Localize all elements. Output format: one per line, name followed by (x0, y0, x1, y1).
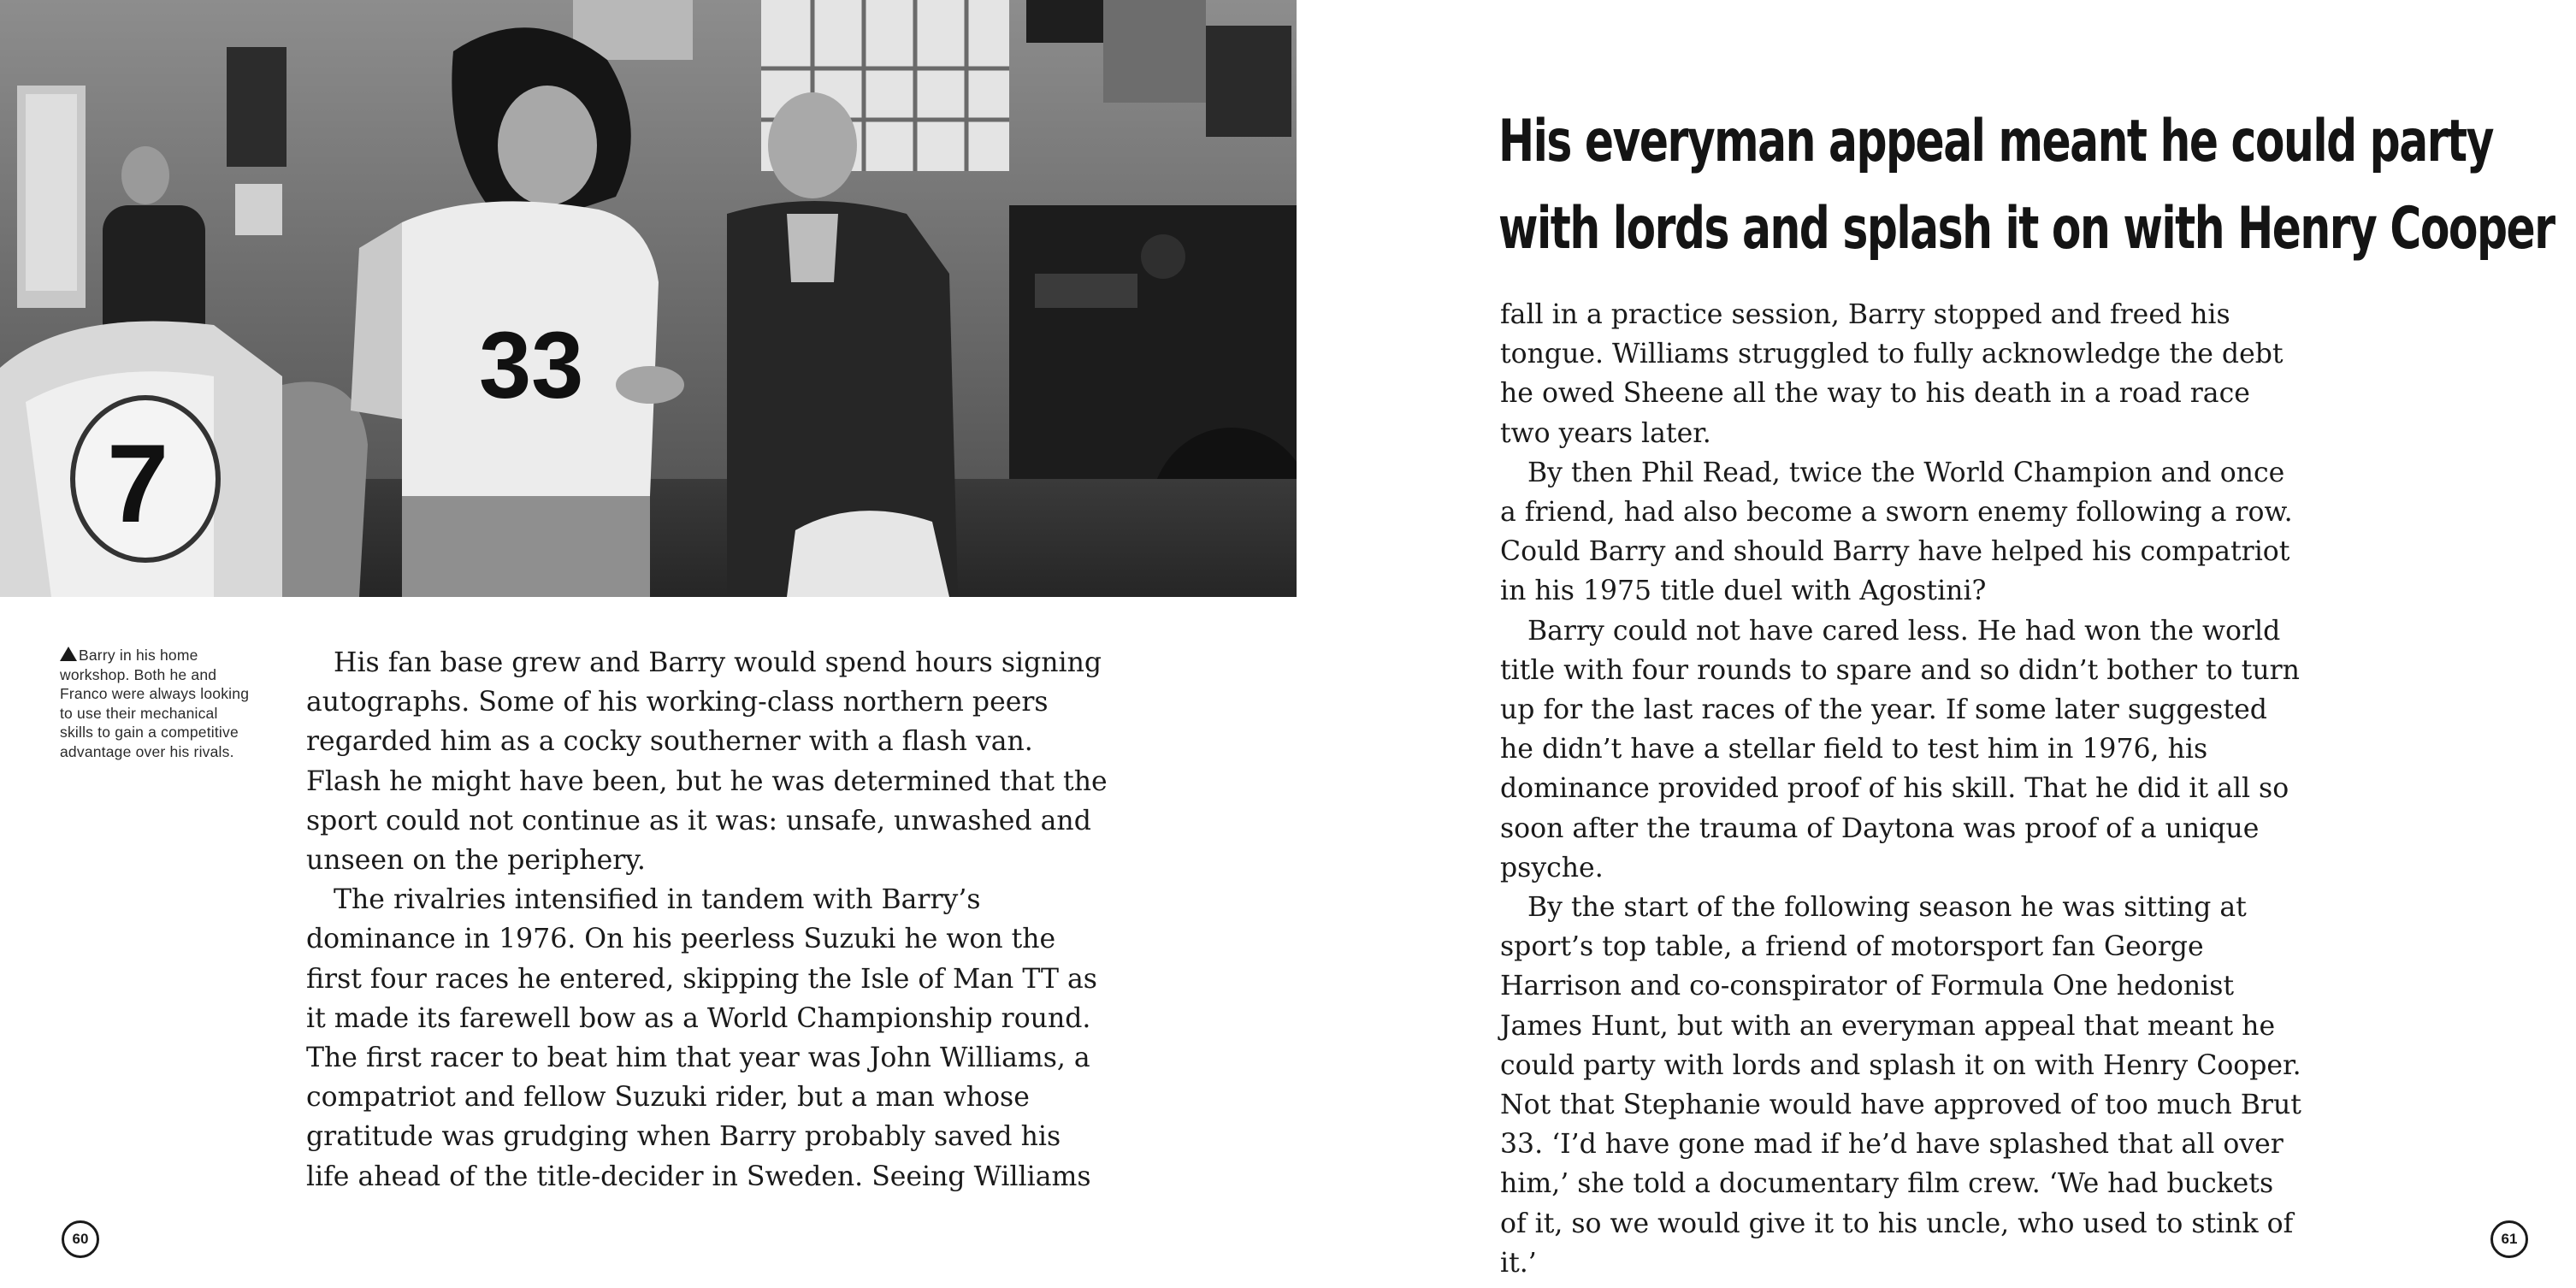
photo-caption (60, 646, 252, 761)
page-number: 60 (62, 1220, 99, 1258)
page-number: 61 (2490, 1220, 2528, 1258)
paragraph: His fan base grew and Barry would spend hours signing autographs. Some of his working-class northern peers regarded him as a cocky southerner with a flash van. Flash he might have been, but he was determined that the sport could not continue as it was: unsafe, unwashed and unseen on the periphery. (306, 647, 1108, 877)
paragraph: The rivalries intensified in tandem with Barry’s dominance in 1976. On his peerless Suzuki he won the first four races he entered, skipping the Isle of Man TT as it made its farewell bow as a World Championship round. The first racer to beat him that year was John Williams, a compatriot and fellow Suzuki rider, but a man whose gratitude was grudging when Barry probably saved his life ahead of the title-decider in Sweden. Seeing Williams (306, 884, 1097, 1192)
paragraph: fall in a practice session, Barry stopped and freed his tongue. Williams struggled to fully acknowledge the debt he owed Sheene all the way to his death in a road race two years later. (1500, 299, 2284, 449)
paragraph: By then Phil Read, twice the World Champion and once a friend, had also become a sworn enemy following a row. Could Barry and should Barry have helped his compatriot in his 1975 title duel with Agostini? (1500, 457, 2293, 607)
pull-quote (1498, 98, 2555, 273)
caption-text: Barry in his home workshop. Both he and Franco were always looking to use their mechanical skills to gain a competitive advantage over his rivals. (60, 647, 250, 760)
triangle-up-icon (60, 647, 77, 661)
jersey-number: 33 (479, 313, 584, 418)
workshop-photo-illustration (0, 0, 1297, 597)
bike-number: 7 (107, 421, 169, 546)
right-body-text (1500, 295, 2304, 1283)
paragraph: Barry could not have cared less. He had won the world title with four rounds to spare and so didn’t bother to turn up for the last races of the year. If some later suggested he didn’t have a stellar field to test him in 1976, his dominance provided proof of his skill. That he did it all so soon after the trauma of Daytona was proof of a unique psyche. (1500, 615, 2300, 883)
pull-quote-line: His everyman appeal meant he could party (1498, 108, 2493, 175)
pull-quote-line: with lords and splash it on with Henry Cooper (1498, 195, 2555, 263)
left-body-text (306, 643, 1110, 1196)
paragraph: By the start of the following season he was sitting at sport’s top table, a friend of motorsport fan George Harrison and co-conspirator of Formula One hedonist James Hunt, but with an everyman appeal that meant he could party with lords and splash it on with Henry Cooper. Not that Stephanie would have approved of too much Brut 33. ‘I’d have gone mad if he’d have splashed that all over him,’ she told a documentary film crew. ‘We had buckets of it, so we would give it to his uncle, who used to stink of it.’ (1500, 892, 2301, 1279)
workshop-photo (0, 0, 1297, 597)
